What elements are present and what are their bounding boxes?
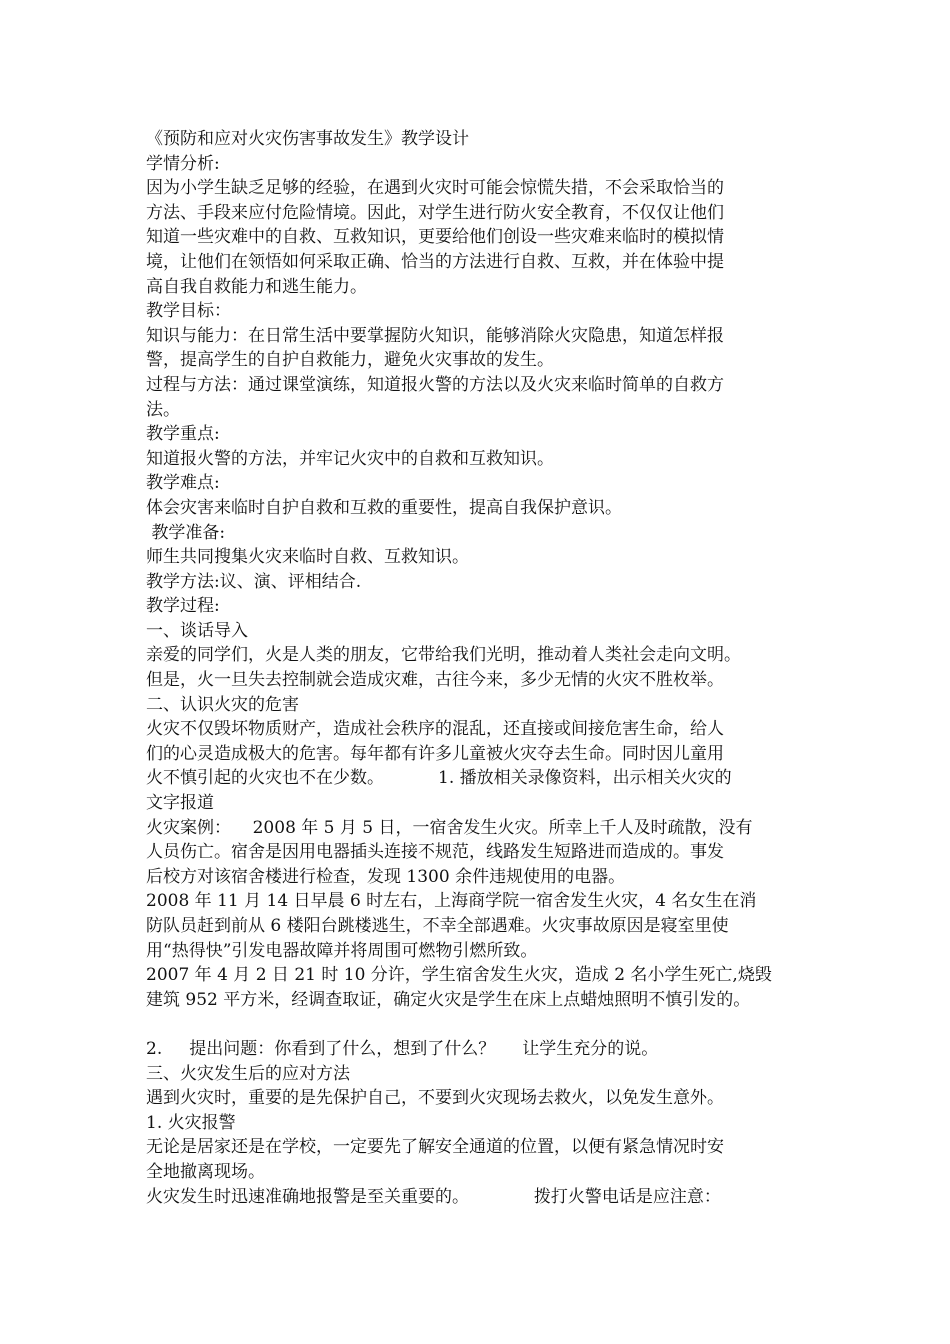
paragraph-line: 文字报道 bbox=[146, 793, 214, 814]
paragraph-line: 火不慎引起的火灾也不在少数。 1. 播放相关录像资料，出示相关火灾的 bbox=[146, 768, 732, 789]
subheading-response-methods: 三、火灾发生后的应对方法 bbox=[146, 1063, 350, 1084]
paragraph-line: 法。 bbox=[146, 399, 180, 420]
paragraph-line: 2008 年 11 月 14 日早晨 6 时左右，上海商学院一宿舍发生火灾，4 名女生在消 bbox=[146, 891, 757, 912]
paragraph-line: 2007 年 4 月 2 日 21 时 10 分许，学生宿舍发生火灾，造成 2 名小学生死亡,烧毁 bbox=[146, 965, 772, 986]
paragraph-line: 2. 提出问题：你看到了什么，想到了什么？ 让学生充分的说。 bbox=[146, 1038, 659, 1059]
paragraph-line: 火灾不仅毁坏物质财产，造成社会秩序的混乱，还直接或间接危害生命，给人 bbox=[146, 719, 724, 740]
paragraph-line: 但是，火一旦失去控制就会造成灾难，古往今来，多少无情的火灾不胜枚举。 bbox=[146, 670, 724, 691]
subheading-fire-alarm: 1. 火灾报警 bbox=[146, 1112, 236, 1133]
paragraph-line: 无论是居家还是在学校，一定要先了解安全通道的位置，以便有紧急情况时安 bbox=[146, 1137, 724, 1158]
document-page bbox=[146, 127, 826, 1209]
section-heading-process: 教学过程: bbox=[146, 596, 220, 617]
paragraph-line: 过程与方法：通过课堂演练，知道报火警的方法以及火灾来临时简单的自救方 bbox=[146, 374, 724, 395]
subheading-fire-hazards: 二、认识火灾的危害 bbox=[146, 694, 299, 715]
paragraph-line: 知道一些灾难中的自救、互救知识，更要给他们创设一些灾难来临时的模拟情 bbox=[146, 227, 724, 248]
paragraph-line: 警，提高学生的自护自救能力，避免火灾事故的发生。 bbox=[146, 350, 554, 371]
paragraph-line: 火灾发生时迅速准确地报警是至关重要的。 拨打火警电话是应注意： bbox=[146, 1186, 721, 1207]
blank-line bbox=[146, 1012, 826, 1037]
section-heading-preparation: 教学准备: bbox=[146, 522, 226, 543]
paragraph-line: 防队员赶到前从 6 楼阳台跳楼逃生，不幸全部遇难。火灾事故原因是寝室里使 bbox=[146, 916, 729, 936]
section-heading-objectives: 教学目标： bbox=[146, 301, 231, 322]
paragraph-line: 高自我自救能力和逃生能力。 bbox=[146, 276, 367, 297]
paragraph-line: 遇到火灾时，重要的是先保护自己，不要到火灾现场去救火，以免发生意外。 bbox=[146, 1088, 724, 1109]
paragraph-line: 全地撤离现场。 bbox=[146, 1161, 265, 1182]
paragraph-line: 们的心灵造成极大的危害。每年都有许多儿童被火灾夺去生命。同时因儿童用 bbox=[146, 743, 724, 764]
paragraph-line: 教学方法:议、演、评相结合. bbox=[146, 571, 362, 592]
paragraph-line: 后校方对该宿舍楼进行检查，发现 1300 余件违规使用的电器。 bbox=[146, 866, 626, 887]
paragraph-line: 境，让他们在领悟如何采取正确、恰当的方法进行自救、互救，并在体验中提 bbox=[146, 251, 724, 272]
paragraph-line: 师生共同搜集火灾来临时自救、互救知识。 bbox=[146, 547, 469, 568]
document-title: 《预防和应对火灾伤害事故发生》教学设计 bbox=[146, 129, 469, 149]
section-heading-difficulties: 教学难点: bbox=[146, 473, 220, 494]
paragraph-line: 人员伤亡。宿舍是因用电器插头连接不规范，线路发生短路进而造成的。事发 bbox=[146, 842, 724, 863]
section-heading-learner-analysis: 学情分析: bbox=[146, 153, 220, 174]
section-heading-key-points: 教学重点: bbox=[146, 424, 220, 445]
paragraph-line: 知道报火警的方法，并牢记火灾中的自救和互救知识。 bbox=[146, 448, 554, 469]
paragraph-line: 体会灾害来临时自护自救和互救的重要性，提高自我保护意识。 bbox=[146, 497, 622, 518]
paragraph-line: 建筑 952 平方米，经调查取证，确定火灾是学生在床上点蜡烛照明不慎引发的。 bbox=[146, 989, 751, 1010]
paragraph-line: 火灾案例： 2008 年 5 月 5 日，一宿舍发生火灾。所幸上千人及时疏散，没有 bbox=[146, 817, 753, 838]
paragraph-line: 因为小学生缺乏足够的经验，在遇到火灾时可能会惊慌失措，不会采取恰当的 bbox=[146, 178, 724, 199]
paragraph-line: 方法、手段来应付危险情境。因此，对学生进行防火安全教育，不仅仅让他们 bbox=[146, 202, 724, 223]
subheading-intro: 一、谈话导入 bbox=[146, 620, 248, 641]
paragraph-line: 亲爱的同学们，火是人类的朋友，它带给我们光明，推动着人类社会走向文明。 bbox=[146, 645, 741, 666]
paragraph-line: 知识与能力：在日常生活中要掌握防火知识，能够消除火灾隐患，知道怎样报 bbox=[146, 325, 724, 346]
paragraph-line: 用“热得快”引发电器故障并将周围可燃物引燃所致。 bbox=[146, 940, 538, 961]
